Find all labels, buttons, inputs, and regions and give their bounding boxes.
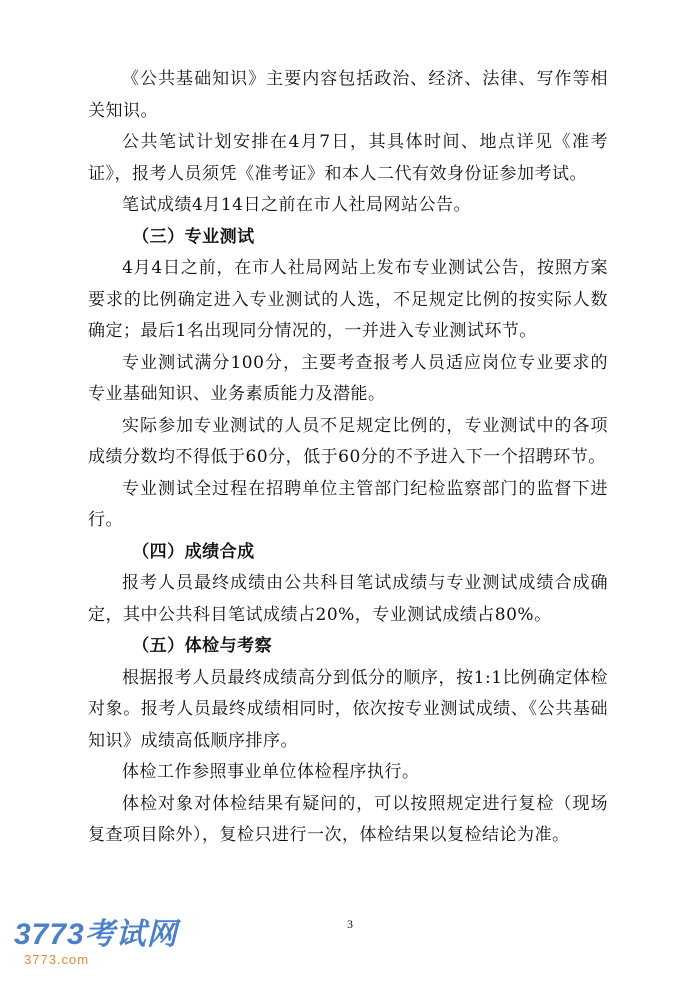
paragraph-1: 《公共基础知识》主要内容包括政治、经济、法律、写作等相关知识。	[88, 69, 608, 121]
paragraph-7: 专业测试全过程在招聘单位主管部门纪检监察部门的监督下进行。	[88, 478, 608, 530]
section-heading-score-synthesis: （四）成绩合成	[132, 541, 255, 562]
paragraph-11: 体检对象对体检结果有疑问的，可以按照规定进行复检（现场复查项目除外），复检只进行一次，体检结果以复检结论为准。	[88, 793, 608, 845]
paragraph-10: 体检工作参照事业单位体检程序执行。	[122, 762, 420, 782]
paragraph-9: 根据报考人员最终成绩高分到低分的顺序，按1:1比例确定体检对象。报考人员最终成绩相同时，依次按专业测试成绩、《公共基础知识》成绩高低顺序排序。	[88, 667, 608, 751]
paragraph-3: 笔试成绩4月14日之前在市人社局网站公告。	[122, 195, 471, 215]
paragraph-4: 4月4日之前，在市人社局网站上发布专业测试公告，按照方案要求的比例确定进入专业测试的人选，不足规定比例的按实际人数确定；最后1名出现同分情况的，一并进入专业测试环节。	[88, 258, 608, 341]
document-body	[88, 64, 608, 852]
section-heading-professional-test: （三）专业测试	[132, 226, 255, 247]
watermark-main-text: 3773考试网	[14, 918, 178, 951]
paragraph-6: 实际参加专业测试的人员不足规定比例的，专业测试中的各项成绩分数均不得低于60分，低于60分的不予进入下一个招聘环节。	[88, 415, 608, 467]
section-heading-medical-exam: （五）体检与考察	[132, 636, 273, 656]
site-watermark-logo	[14, 918, 178, 967]
paragraph-2: 公共笔试计划安排在4月7日，其具体时间、地点详见《准考证》，报考人员须凭《准考证》和本人二代有效身份证参加考试。	[88, 132, 608, 184]
paragraph-8: 报考人员最终成绩由公共科目笔试成绩与专业测试成绩合成确定，其中公共科目笔试成绩占20%，专业测试成绩占80%。	[88, 573, 608, 625]
page-number: 3	[347, 917, 353, 931]
paragraph-5: 专业测试满分100分，主要考查报考人员适应岗位专业要求的专业基础知识、业务素质能力及潜能。	[88, 352, 608, 404]
watermark-sub-text: 3773.com	[24, 952, 90, 967]
